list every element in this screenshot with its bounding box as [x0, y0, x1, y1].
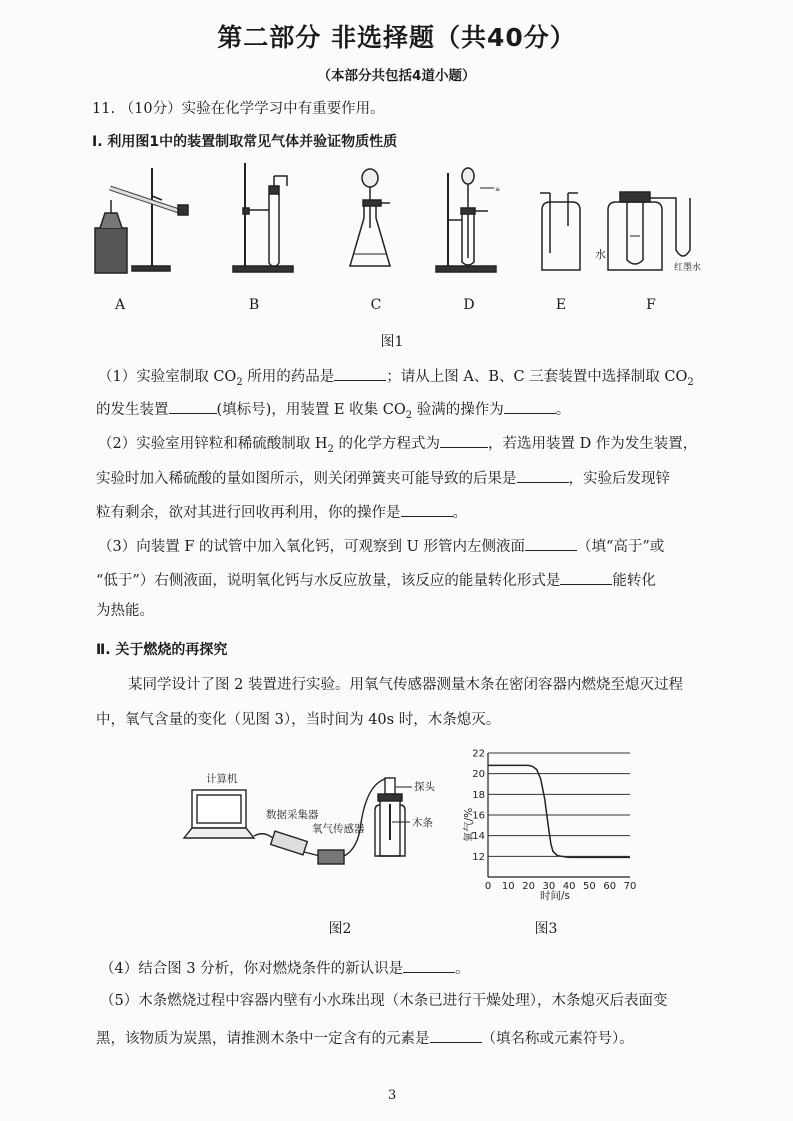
answer-blank: [560, 568, 612, 585]
q5-line-1: （5）木条燃烧过程中容器内壁有小水珠出现（木条已进行干燥处理），木条熄灭后表面变: [100, 993, 668, 1009]
chart-xtick-label: 50: [583, 881, 596, 892]
apparatus-e: [540, 193, 580, 270]
page-subtitle: （本部分共包括4道小题）: [317, 68, 476, 84]
svg-text:≡: ≡: [495, 186, 501, 193]
label-red-ink: 红墨水: [674, 263, 702, 273]
answer-blank: [403, 956, 455, 973]
answer-blank: [169, 397, 217, 414]
answer-blank: [504, 397, 556, 414]
section-2-para-1: 某同学设计了图 2 装置进行实验。用氧气传感器测量木条在密闭容器内燃烧至熄灭过程: [128, 677, 683, 693]
q2-line-2: 实验时加入稀硫酸的量如图所示，则关闭弹簧夹可能导致的后果是 ，实验后发现锌: [96, 466, 670, 489]
answer-blank: [440, 431, 488, 448]
q5-line-2: 黑，该物质为炭黑，请推测木条中一定含有的元素是 （填名称或元素符号）。: [96, 1026, 634, 1049]
answer-blank: [430, 1026, 482, 1043]
chart-ylabel: 氧气/%: [463, 807, 475, 843]
answer-blank: [517, 466, 569, 483]
chart-xtick-label: 20: [522, 881, 535, 892]
q1-line-1: （1）实验室制取 $CO_2$ 所用的药品是 ；请从上图 A、B、C 三套装置中选择制取 $CO_2$: [98, 364, 694, 393]
label-water: 水: [595, 248, 606, 261]
q4-line: （4）结合图 3 分析，你对燃烧条件的新认识是 。: [100, 956, 470, 979]
section-1-title: Ⅰ. 利用图1中的装置制取常见气体并验证物质性质: [92, 134, 398, 150]
figure-3-chart: [460, 745, 640, 905]
collector-icon: [271, 831, 308, 855]
q1-line-2: 的发生装置 (填标号)，用装置 E 收集 $CO_2$ 验满的操作为 。: [96, 397, 570, 426]
chart-ytick-label: 18: [472, 789, 485, 801]
page-title: 第二部分 非选择题（共40分）: [217, 23, 576, 52]
figure-1-caption: 图1: [380, 334, 404, 350]
answer-blank: [525, 534, 577, 551]
answer-blank: [401, 500, 453, 517]
q3-line-2: “低于”）右侧液面，说明氧化钙与水反应放量，该反应的能量转化形式是 能转化: [96, 568, 656, 591]
label-a: A: [114, 297, 126, 313]
figure-3-caption: 图3: [534, 921, 558, 937]
q3-line-3: 为热能。: [96, 603, 154, 619]
laptop-icon: [192, 790, 246, 828]
label-e: E: [555, 297, 567, 313]
q3-line-1: （3）向装置 F 的试管中加入氧化钙，可观察到 U 形管内左侧液面 （填“高于”或: [98, 534, 664, 557]
label-c: C: [370, 297, 382, 313]
label-computer: 计算机: [206, 773, 238, 785]
chart-ytick-label: 14: [472, 831, 485, 843]
chart-ytick-label: 22: [472, 748, 485, 760]
oxygen-series-line: [488, 765, 630, 857]
answer-blank: [334, 364, 386, 381]
label-probe: 探头: [414, 781, 435, 793]
chart-xtick-label: 70: [623, 881, 637, 892]
label-b: B: [248, 297, 260, 313]
figure-1-apparatus: [90, 158, 710, 288]
chart-xtick-label: 60: [603, 881, 617, 892]
chart-ytick-label: 16: [472, 810, 485, 822]
apparatus-d: [436, 168, 500, 272]
apparatus-b: [233, 163, 293, 272]
figure-2-setup: [180, 760, 440, 880]
label-sensor: 氧气传感器: [312, 823, 365, 835]
chart-ytick-label: 12: [472, 851, 485, 863]
section-2-title: Ⅱ. 关于燃烧的再探究: [96, 642, 228, 658]
label-collector: 数据采集器: [266, 809, 319, 821]
chart-xtick-label: 30: [542, 881, 556, 892]
apparatus-f: [608, 192, 690, 270]
section-2-para-2: 中，氧气含量的变化（见图 3），当时间为 40s 时，木条熄灭。: [96, 712, 501, 728]
apparatus-a: [95, 168, 188, 273]
chart-xlabel: 时间/s: [539, 890, 571, 902]
question-stem: 11. （10分）实验在化学学习中有重要作用。: [92, 101, 385, 117]
label-d: D: [463, 297, 475, 313]
label-stick: 木条: [412, 817, 433, 829]
chart-xtick-label: 0: [484, 881, 492, 892]
chart-ytick-label: 20: [472, 769, 485, 781]
apparatus-c: [350, 169, 390, 266]
q2-line-3: 粒有剩余，欲对其进行回收再利用，你的操作是 。: [96, 500, 467, 523]
chart-xtick-label: 10: [501, 881, 515, 892]
figure-2-caption: 图2: [328, 921, 352, 937]
label-f: F: [646, 297, 656, 313]
q2-line-1: （2）实验室用锌粒和稀硫酸制取 $H_2$ 的化学方程式为 ，若选用装置 D 作为发生装置，: [98, 431, 697, 460]
page-number: 3: [388, 1088, 397, 1103]
chart-xtick-label: 40: [562, 881, 576, 892]
sensor-icon: [318, 850, 344, 864]
